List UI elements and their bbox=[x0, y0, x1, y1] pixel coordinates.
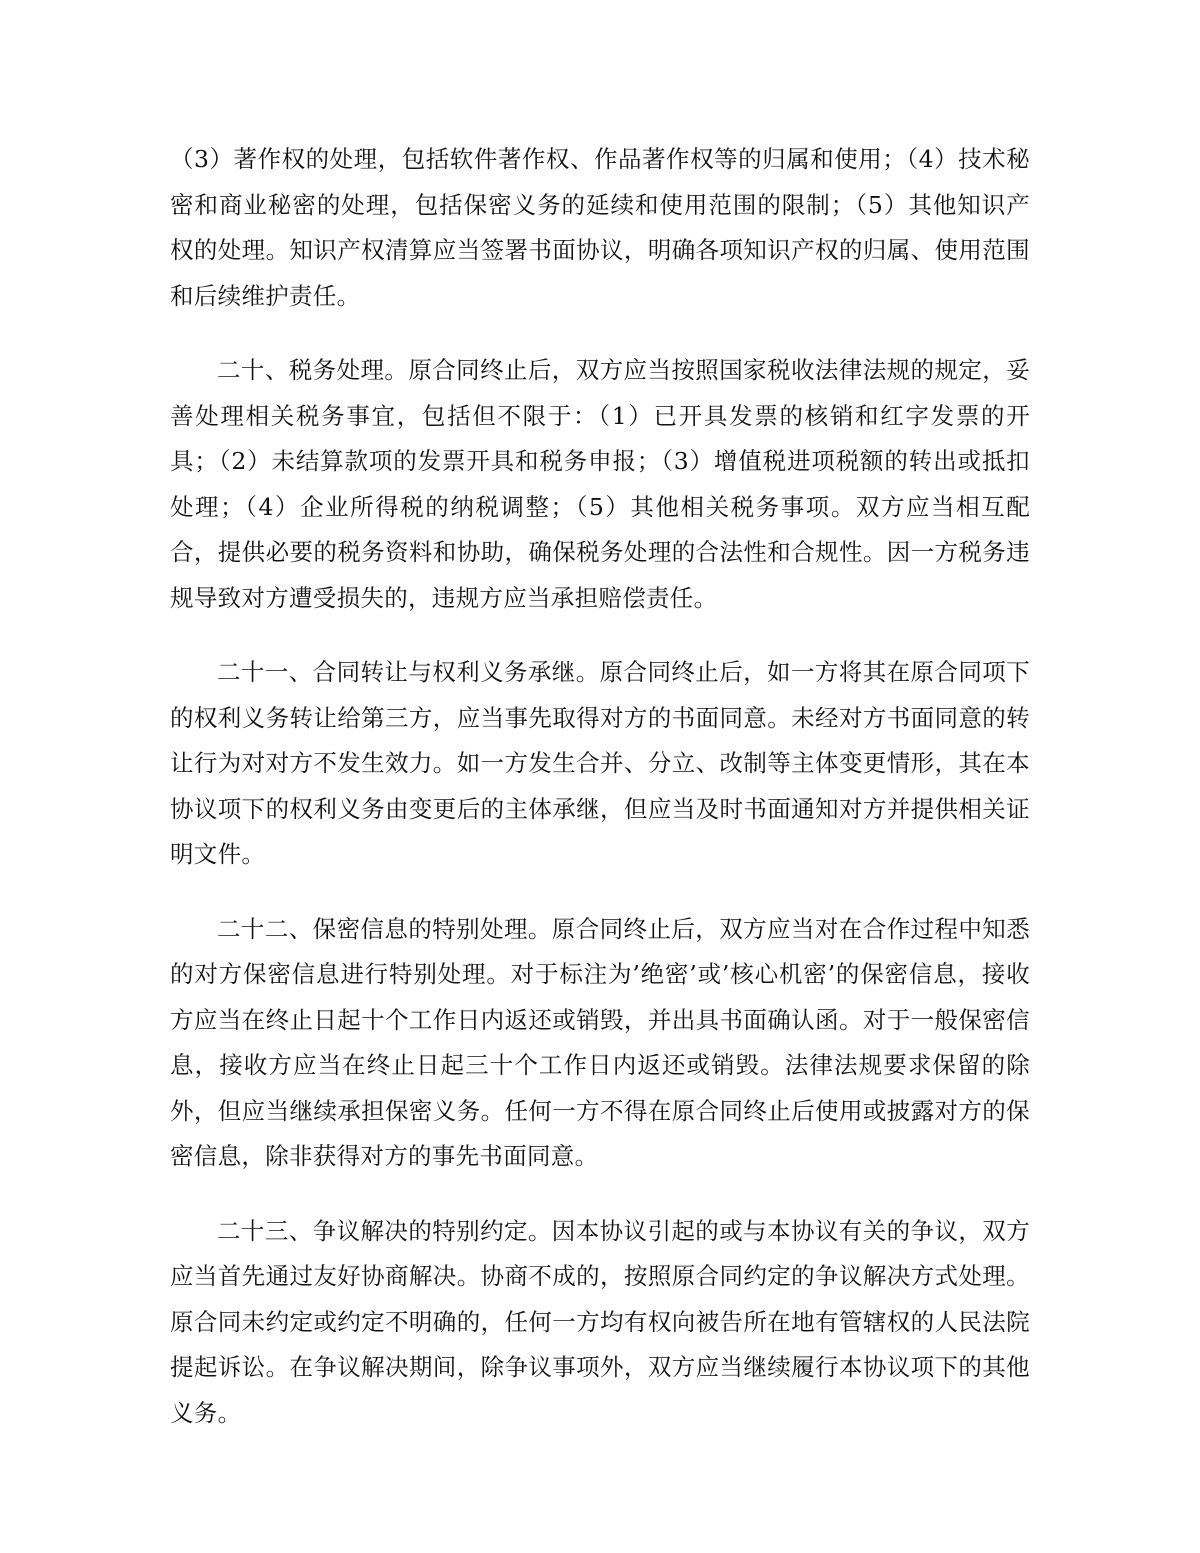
paragraph-article-22-confidential: 二十二、保密信息的特别处理。原合同终止后，双方应当对在合作过程中知悉的对方保密信息进行特别处理。对于标注为’绝密’或’核心机密’的保密信息，接收方应当在终止日起十个工作日内返还或销毁，并出具书面确认函。对于一般保密信息，接收方应当在终止日起三十个工作日内返还或销毁。法律法规要求保留的除外，但应当继续承担保密义务。任何一方不得在原合同终止后使用或披露对方的保密信息，除非获得对方的事先书面同意。 bbox=[170, 914, 1030, 1170]
document-page bbox=[170, 137, 1030, 1465]
paragraph-article-20-tax: 二十、税务处理。原合同终止后，双方应当按照国家税收法律法规的规定，妥善处理相关税务事宜，包括但不限于：（1）已开具发票的核销和红字发票的开具；（2）未结算款项的发票开具和税务申报；（3）增值税进项税额的转出或抵扣处理；（4）企业所得税的纳税调整；（5）其他相关税务事项。双方应当相互配合，提供必要的税务资料和协助，确保税务处理的合法性和合规性。因一方税务违规导致对方遭受损失的，违规方应当承担赔偿责任。 bbox=[170, 356, 1030, 612]
paragraph-ip-clauses-continued: （3）著作权的处理，包括软件著作权、作品著作权等的归属和使用；（4）技术秘密和商业秘密的处理，包括保密义务的延续和使用范围的限制；（5）其他知识产权的处理。知识产权清算应当签署书面协议，明确各项知识产权的归属、使用范围和后续维护责任。 bbox=[170, 145, 1030, 310]
paragraph-article-23-dispute: 二十三、争议解决的特别约定。因本协议引起的或与本协议有关的争议，双方应当首先通过友好协商解决。协商不成的，按照原合同约定的争议解决方式处理。原合同未约定或约定不明确的，任何一方均有权向被告所在地有管辖权的人民法院提起诉讼。在争议解决期间，除争议事项外，双方应当继续履行本协议项下的其他义务。 bbox=[170, 1216, 1030, 1427]
paragraph-article-21-transfer: 二十一、合同转让与权利义务承继。原合同终止后，如一方将其在原合同项下的权利义务转让给第三方，应当事先取得对方的书面同意。未经对方书面同意的转让行为对对方不发生效力。如一方发生合并、分立、改制等主体变更情形，其在本协议项下的权利义务由变更后的主体承继，但应当及时书面通知对方并提供相关证明文件。 bbox=[170, 658, 1030, 868]
